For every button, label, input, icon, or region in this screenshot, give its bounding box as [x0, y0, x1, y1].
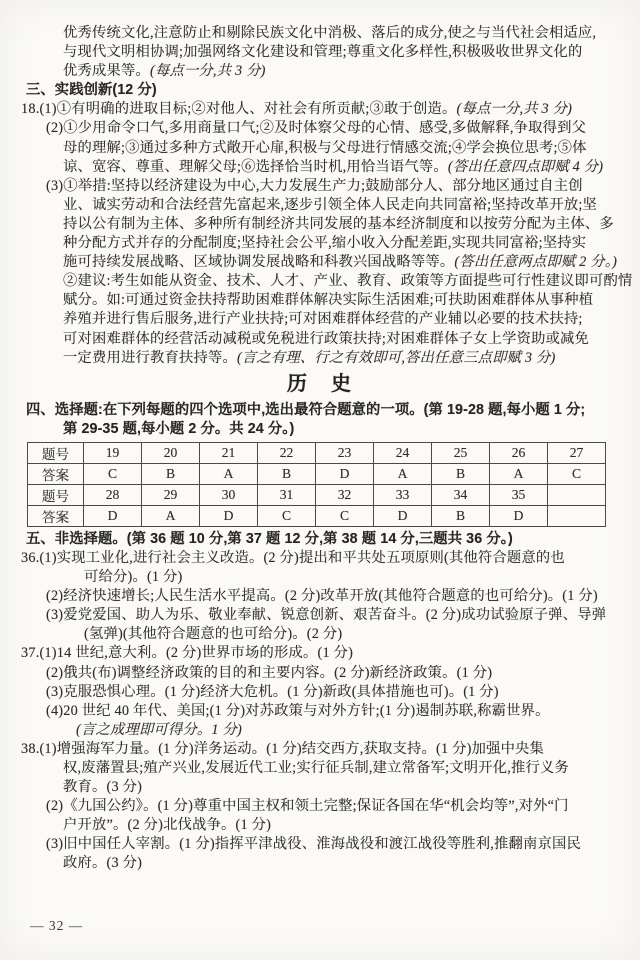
answer-text-line — [0, 721, 640, 740]
line-text: (3)爱党爱国、助人为乐、敬业奉献、锐意创新、艰苦奋斗。(2 分)成功试验原子弹、导弹 — [46, 607, 607, 624]
answer-cell: D — [316, 463, 374, 484]
empty-cell — [548, 505, 606, 526]
line-text: 38.(1)增强海军力量。(1 分)洋务运动。(1 分)结交西方,获取支持。(1 分)加强中央集 — [21, 740, 545, 757]
line-text: 一定费用进行教育扶持等。 — [63, 349, 237, 366]
answer-text-line — [0, 664, 640, 683]
answer-cell: C — [258, 505, 316, 526]
line-text: 户开放”。(2 分)北伐战争。(1 分) — [63, 817, 272, 834]
question-number-cell: 32 — [316, 484, 374, 505]
answer-text-line — [0, 587, 640, 606]
line-text: 可对困难群体的经营活动减税或免税进行政策扶持;对困难群体子女上学资助或减免 — [63, 330, 590, 347]
line-text: 赋分。如:可通过资金扶持帮助困难群体解决实际生活困难;可扶助困难群体从事种植 — [63, 292, 594, 309]
answer-text-line — [0, 702, 640, 721]
row-label-cell: 答案 — [28, 505, 84, 526]
answer-text-line — [0, 568, 640, 587]
answer-text-line — [0, 854, 640, 873]
line-text: (3)①举措:坚持以经济建设为中心,大力发展生产力;鼓励部分人、部分地区通过自主创 — [46, 177, 583, 194]
question-number-cell: 26 — [490, 442, 548, 463]
answer-text-line — [0, 100, 640, 119]
question-number-cell: 33 — [374, 484, 432, 505]
answer-text-line — [0, 43, 640, 62]
line-text: (氢弹)(其他符合题意的也可给分)。(2 分) — [84, 626, 343, 643]
line-text: (2)《九国公约》。(1 分)尊重中国主权和领土完整;保证各国在华“机会均等”,对外“门 — [46, 798, 569, 815]
table-row — [28, 484, 606, 505]
question-number-cell: 28 — [84, 484, 142, 505]
line-text: 母的理解;③通过多种方式敞开心扉,积极与父母进行情感交流;④学会换位思考;⑤体 — [63, 139, 587, 156]
line-text: (3)克服恐惧心理。(1 分)经济大危机。(1 分)新政(具体措施也可)。(1 分) — [46, 683, 499, 700]
line-text: 谅、宽容、尊重、理解父母;⑥选择恰当时机,用恰当语气等。 — [63, 158, 448, 175]
line-text: (4)20 世纪 40 年代、美国;(1 分)对苏政策与对外方针;(1 分)遏制苏联,称霸世界。 — [46, 702, 550, 719]
question-number-cell: 31 — [258, 484, 316, 505]
question-number-cell: 22 — [258, 442, 316, 463]
answer-text-line — [0, 24, 640, 43]
frq-section-heading: 五、非选择题。(第 36 题 10 分,第 37 题 12 分,第 38 题 14 分,三题共 36 分。) — [26, 530, 513, 547]
line-text: 18.(1)①有明确的进取目标;②对他人、对社会有所贡献;③敢于创造。 — [21, 101, 457, 118]
scoring-note: (答出任意两点即赋 2 分。) — [454, 254, 618, 271]
line-text: 施可持续发展战略、区域协调发展战略和科教兴国战略等等。 — [63, 254, 455, 271]
answer-cell: D — [490, 505, 548, 526]
answer-text-line — [0, 253, 640, 272]
question-number-cell: 30 — [200, 484, 258, 505]
answer-text-line — [0, 606, 640, 625]
question-number-cell: 34 — [432, 484, 490, 505]
answer-text-line — [0, 644, 640, 663]
line-text: 政府。(3 分) — [63, 855, 143, 872]
answer-text-line — [0, 816, 640, 835]
answer-cell: A — [374, 463, 432, 484]
answer-text-line — [0, 177, 640, 196]
answer-cell: B — [432, 463, 490, 484]
line-text: (3)旧中国任人宰割。(1 分)指挥平津战役、淮海战役和渡江战役等胜利,推翻南京国民 — [46, 836, 581, 853]
section-heading-practice-innovation: 三、实践创新(12 分) — [26, 82, 157, 99]
answer-cell: C — [548, 463, 606, 484]
line-text: ②建议:考生如能从资金、技术、人才、产业、教育、政策等方面提些可行性建议即可酌情 — [63, 273, 633, 290]
answer-text-line — [0, 759, 640, 778]
answer-cell: B — [432, 505, 490, 526]
line-text: 养殖并进行售后服务,进行产业扶持;可对困难群体经营的产业辅以必要的技术扶持; — [63, 311, 583, 328]
scoring-note: (言之成理即可得分。1 分) — [76, 721, 243, 738]
row-label-cell: 题号 — [28, 442, 84, 463]
answer-text-line — [0, 215, 640, 234]
question-number-cell: 23 — [316, 442, 374, 463]
answer-text-line — [0, 835, 640, 854]
answer-text-line — [0, 119, 640, 138]
line-text: (2)①少用命令口气,多用商量口气;②及时体察父母的心情、感受,多做解释,争取得到父 — [46, 120, 587, 137]
empty-cell — [548, 484, 606, 505]
document-body — [0, 24, 640, 874]
line-text: (2)俄共(布)调整经济政策的目的和主要内容。(2 分)新经济政策。(1 分) — [46, 664, 493, 681]
line-text: 持以公有制为主体、多种所有制经济共同发展的基本经济制度和以按劳分配为主体、多 — [63, 215, 614, 232]
answer-text-line — [0, 310, 640, 329]
line-text: 权,废藩置县;殖产兴业,发展近代工业;实行征兵制,建立常备军;文明开化,推行义务 — [63, 760, 570, 776]
answer-table — [27, 442, 606, 527]
question-number-cell: 24 — [374, 442, 432, 463]
answer-text-line — [0, 158, 640, 177]
table-row — [28, 505, 606, 526]
answer-cell: C — [84, 463, 142, 484]
answer-text-line — [0, 683, 640, 702]
question-number-cell: 35 — [490, 484, 548, 505]
answer-text-line — [0, 797, 640, 816]
row-label-cell: 题号 — [28, 484, 84, 505]
line-text: (2)经济快速增长;人民生活水平提高。(2 分)改革开放(其他符合题意的也可给分)。(1 分) — [46, 588, 598, 605]
line-text: 37.(1)14 世纪,意大利。(2 分)世界市场的形成。(1 分) — [21, 645, 354, 662]
line-text: 种分配方式并存的分配制度;坚持社会公平,缩小收入分配差距,实现共同富裕;坚持实 — [63, 235, 587, 252]
answer-text-line — [0, 330, 640, 349]
answer-text-line — [0, 62, 640, 81]
row-label-cell: 答案 — [28, 463, 84, 484]
answer-text-line — [0, 139, 640, 158]
answer-cell: D — [84, 505, 142, 526]
page-number: — 32 — — [30, 918, 84, 933]
answer-cell: A — [142, 505, 200, 526]
line-text: 教育。(3 分) — [63, 779, 143, 796]
line-text: 可给分)。(1 分) — [84, 569, 183, 586]
answer-text-line — [0, 549, 640, 568]
answer-text-line — [0, 291, 640, 310]
line-text: 与现代文明相协调;加强网络文化建设和管理;尊重文化多样性,积极吸收世界文化的 — [63, 44, 583, 61]
mcq-section-heading-line2: 第 29-35 题,每小题 2 分。共 24 分。) — [63, 420, 295, 437]
scoring-note: (言之有理、行之有效即可,答出任意三点即赋 3 分) — [236, 349, 556, 366]
question-number-cell: 27 — [548, 442, 606, 463]
answer-text-line — [0, 272, 640, 291]
answer-text-line — [0, 740, 640, 759]
answer-text-line — [0, 196, 640, 215]
mcq-section-heading-line1: 四、选择题:在下列每题的四个选项中,选出最符合题意的一项。(第 19-28 题,每小题 1 分; — [26, 401, 586, 418]
question-number-cell: 19 — [84, 442, 142, 463]
table-row — [28, 442, 606, 463]
scoring-note: (每点一分,共 3 分) — [456, 101, 573, 118]
answer-cell: D — [374, 505, 432, 526]
table-row — [28, 463, 606, 484]
answer-cell: A — [490, 463, 548, 484]
history-subject-title: 历 史 — [287, 372, 353, 395]
answer-cell: B — [142, 463, 200, 484]
line-text: 业、诚实劳动和合法经营先富起来,逐步引领全体人民走向共同富裕;坚持改革开放;坚 — [63, 196, 598, 213]
answer-text-line — [0, 349, 640, 368]
answer-cell: A — [200, 463, 258, 484]
question-number-cell: 21 — [200, 442, 258, 463]
answer-cell: C — [316, 505, 374, 526]
answer-cell: D — [200, 505, 258, 526]
answer-text-line — [0, 625, 640, 644]
scoring-note: (每点一分,共 3 分) — [149, 63, 266, 80]
answer-cell: B — [258, 463, 316, 484]
question-number-cell: 25 — [432, 442, 490, 463]
question-number-cell: 20 — [142, 442, 200, 463]
answer-text-line — [0, 234, 640, 253]
answer-text-line — [0, 778, 640, 797]
line-text: 36.(1)实现工业化,进行社会主义改造。(2 分)提出和平共处五项原则(其他符合题意的也 — [21, 549, 565, 566]
line-text: 优秀成果等。 — [63, 63, 150, 80]
line-text: 优秀传统文化,注意防止和剔除民族文化中消极、落后的成分,使之与当代社会相适应, — [63, 25, 597, 41]
scoring-note: (答出任意四点即赋 4 分) — [447, 158, 604, 175]
question-number-cell: 29 — [142, 484, 200, 505]
